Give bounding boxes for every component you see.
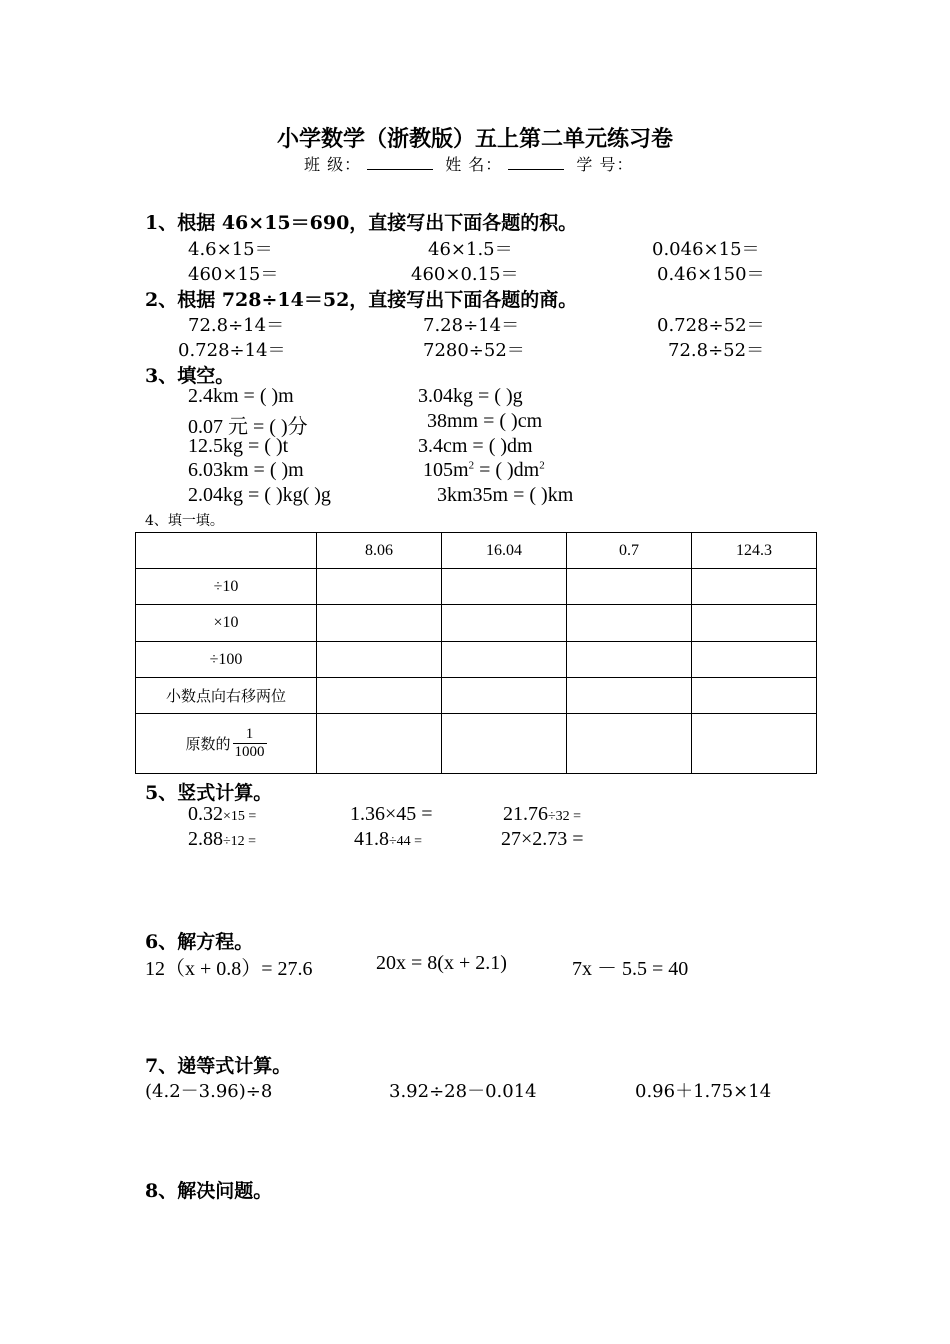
q7-item: 3.92÷28－0.014 [389, 1081, 537, 1102]
table-header-row [136, 533, 817, 569]
row-label: ÷10 [136, 569, 317, 605]
row-label: 小数点向右移两位 [136, 678, 317, 714]
q2-heading: 2、根据 728÷14＝52，直接写出下面各题的商。 [145, 289, 578, 311]
answer-cell[interactable] [317, 714, 442, 774]
class-label: 班 级： [304, 155, 362, 174]
table-header: 8.06 [317, 533, 442, 569]
fill-table [135, 532, 817, 774]
q8-heading: 8、解决问题。 [145, 1180, 273, 1202]
id-label: 学 号： [576, 155, 634, 174]
answer-cell[interactable] [317, 642, 442, 678]
q3-item: 0.07 元 = ( )分 [188, 416, 308, 438]
table-header: 16.04 [442, 533, 567, 569]
answer-cell[interactable] [692, 605, 817, 642]
table-row [136, 678, 817, 714]
answer-cell[interactable] [442, 714, 567, 774]
q1-item: 4.6×15＝ [188, 239, 273, 260]
q3-item: 3km35m = ( )km [437, 484, 574, 506]
name-label: 姓 名： [445, 155, 503, 174]
answer-cell[interactable] [442, 678, 567, 714]
q2-item: 0.728÷14＝ [178, 340, 286, 361]
q1-item: 460×0.15＝ [411, 264, 519, 285]
fraction: $\frac{1}{1000}$ [234, 726, 265, 760]
table-row [136, 714, 817, 774]
q1-item: 0.046×15＝ [652, 239, 760, 260]
name-blank [508, 155, 564, 170]
q6-item: 12（x + 0.8）= 27.6 [145, 958, 313, 980]
q2-item: 7.28÷14＝ [423, 315, 520, 336]
table-cell [136, 533, 317, 569]
answer-cell[interactable] [442, 569, 567, 605]
table-row [136, 642, 817, 678]
table-row [136, 605, 817, 642]
q3-item-area: $105m^2$ = ( )$dm^2$ [423, 459, 545, 481]
row-label: ×10 [136, 605, 317, 642]
q2-item: 72.8÷14＝ [188, 315, 285, 336]
q3-item: 6.03km = ( )m [188, 459, 304, 481]
answer-cell[interactable] [442, 605, 567, 642]
q3-item: 2.04kg = ( )kg( )g [188, 484, 331, 506]
q2-item: 72.8÷52＝ [668, 340, 765, 361]
answer-cell[interactable] [567, 714, 692, 774]
answer-cell[interactable] [567, 569, 692, 605]
q7-item: 0.96＋1.75×14 [635, 1081, 772, 1102]
q5-item: 0.32×15 = [188, 803, 257, 825]
q1-item: 0.46×150＝ [657, 264, 765, 285]
q3-item: 2.4km = ( )m [188, 385, 294, 407]
answer-cell[interactable] [317, 605, 442, 642]
q1-item: 460×15＝ [188, 264, 279, 285]
q3-item: 3.04kg = ( )g [418, 385, 523, 407]
q5-item: 41.8÷44 = [354, 828, 423, 850]
answer-cell[interactable] [692, 714, 817, 774]
q7-heading: 7、递等式计算。 [145, 1055, 292, 1077]
q5-item: 2.88÷12 = [188, 828, 257, 850]
answer-cell[interactable] [692, 678, 817, 714]
q3-heading: 3、填空。 [145, 365, 235, 387]
q3-item: 3.4cm = ( )dm [418, 435, 533, 457]
q2-item: 7280÷52＝ [423, 340, 525, 361]
answer-cell[interactable] [567, 605, 692, 642]
q6-item: 20x = 8(x + 2.1) [376, 952, 507, 974]
answer-cell[interactable] [692, 642, 817, 678]
class-blank [367, 155, 433, 170]
q1-item: 46×1.5＝ [428, 239, 513, 260]
table-header: 0.7 [567, 533, 692, 569]
page-title: 小学数学（浙教版）五上第二单元练习卷 [276, 126, 673, 152]
answer-cell[interactable] [442, 642, 567, 678]
q5-item: 21.76÷32 = [503, 803, 582, 825]
q3-item: 12.5kg = ( )t [188, 435, 289, 457]
q1-heading: 1、根据 46×15＝690，直接写出下面各题的积。 [145, 212, 578, 234]
student-info [304, 152, 633, 175]
answer-cell[interactable] [317, 678, 442, 714]
q6-item: 7x － 5.5 = 40 [572, 958, 689, 980]
q5-item: 1.36×45 = [350, 803, 433, 825]
row-label: ÷100 [136, 642, 317, 678]
q4-heading: 4、填一填。 [145, 513, 224, 529]
table-header: 124.3 [692, 533, 817, 569]
answer-cell[interactable] [692, 569, 817, 605]
q5-item: 27×2.73 = [501, 828, 584, 850]
q6-heading: 6、解方程。 [145, 931, 254, 953]
q5-heading: 5、竖式计算。 [145, 782, 273, 804]
answer-cell[interactable] [317, 569, 442, 605]
answer-cell[interactable] [567, 678, 692, 714]
answer-cell[interactable] [567, 642, 692, 678]
q2-item: 0.728÷52＝ [657, 315, 765, 336]
q7-item: (4.2－3.96)÷8 [145, 1081, 273, 1102]
table-row [136, 569, 817, 605]
row-label-fraction: 原数的 $\frac{1}{1000}$ [136, 714, 317, 774]
q3-item: 38mm = ( )cm [427, 410, 543, 432]
